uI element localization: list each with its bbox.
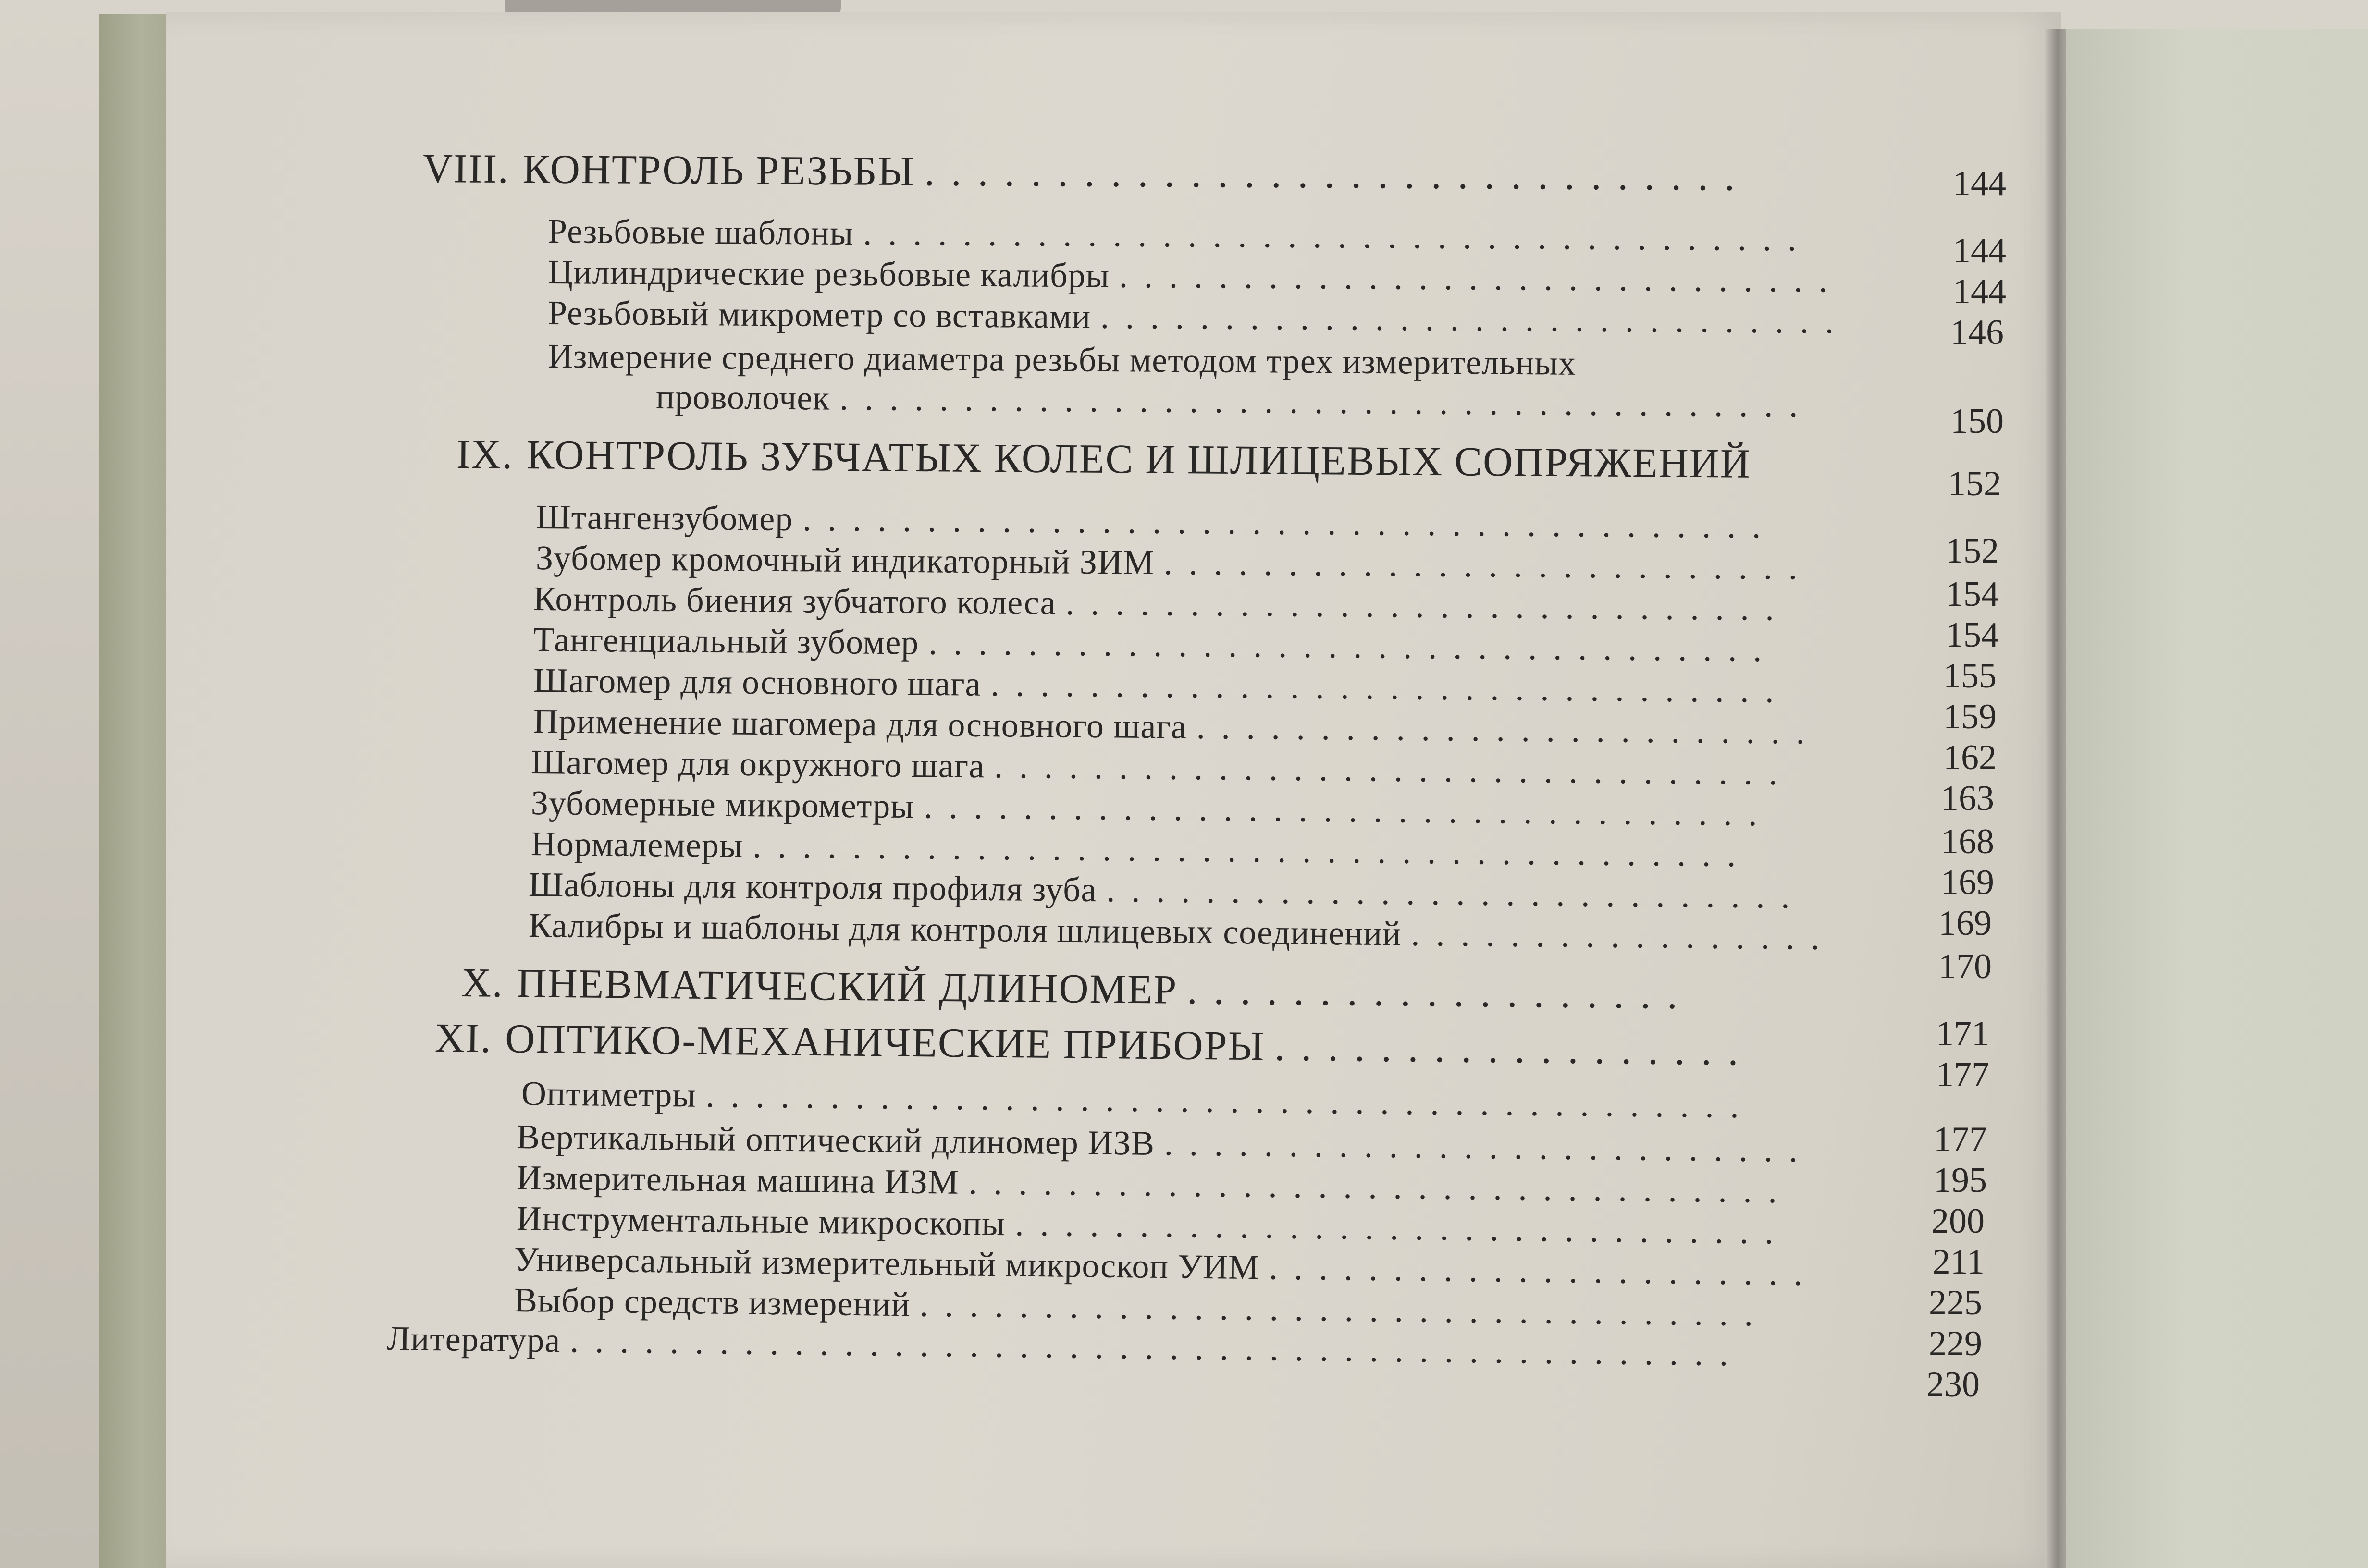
toc-entry-title: Шагомер для основного шага: [533, 661, 981, 703]
leader-dots: .............................: [1065, 583, 1790, 628]
toc-entry-title: Измерительная машина ИЗМ: [516, 1158, 960, 1201]
page-number: 177: [1934, 1120, 1987, 1159]
page-number: 144: [1953, 231, 2006, 270]
toc-entry-title: Универсальный измерительный микроскоп УИМ: [514, 1240, 1260, 1287]
toc-entry-title: Оптиметры: [521, 1074, 697, 1115]
toc-entry: [548, 336, 1577, 383]
leader-dots: ..............................: [1100, 297, 1850, 341]
leader-dots: ................................: [990, 665, 1790, 710]
leader-dots: ......................................: [863, 214, 1813, 258]
page-number: 155: [1943, 656, 1997, 696]
page-number: 152: [1948, 464, 2001, 503]
toc-entry-title: Шагомер для окружного шага: [530, 743, 985, 785]
toc-entry-title: ПНЕВМАТИЧЕСКИЙ ДЛИНОМЕР: [517, 960, 1178, 1013]
chapter-number: X.: [461, 959, 504, 1006]
toc-chapter-heading: [423, 144, 1751, 200]
page-number: 144: [1953, 272, 2006, 311]
chapter-number: IX.: [456, 431, 514, 478]
toc-entry-title: Литература: [386, 1319, 561, 1360]
page-number: 211: [1932, 1242, 1985, 1282]
page-number: 163: [1941, 779, 1994, 818]
leader-dots: ................................: [994, 747, 1794, 793]
toc-entry-title: КОНТРОЛЬ ЗУБЧАТЫХ КОЛЕС И ШЛИЦЕВЫХ СОПРЯЖЕНИЙ: [526, 431, 1751, 487]
page-number: 230: [1926, 1365, 1980, 1404]
toc-entry-title: Зубомерные микрометры: [530, 784, 915, 826]
toc-entry-title: Тангенциальный зубомер: [533, 620, 919, 662]
leader-dots: ...............................: [924, 148, 1751, 199]
chapter-number: VIII.: [422, 145, 509, 192]
toc-entry-title: Резьбовый микрометр со вставками: [547, 294, 1091, 336]
toc-entry-title: Применение шагомера для основного шага: [533, 702, 1187, 746]
toc-entry-title: Калибры и шаблоны для контроля шлицевых соединений: [528, 906, 1402, 953]
page-number: 152: [1946, 531, 1999, 571]
toc-entry: [656, 377, 1814, 425]
leader-dots: .................................: [968, 1163, 1794, 1211]
page-number: 168: [1941, 822, 1994, 861]
leader-dots: ..........................: [1163, 543, 1814, 587]
leader-dots: ........................................: [752, 826, 1752, 874]
toc-entry-title: Вертикальный оптический длиномер ИЗВ: [516, 1117, 1155, 1163]
leader-dots: ..........................................: [705, 1076, 1756, 1126]
toc-entry-title: проволочек: [655, 378, 830, 417]
leader-dots: .................: [1411, 914, 1836, 957]
leader-dots: ...............................: [1015, 1204, 1790, 1251]
toc-entry-title: КОНТРОЛЬ РЕЗЬБЫ: [522, 146, 915, 195]
toc-entry-title: Контроль биения зубчатого колеса: [533, 579, 1057, 622]
page-number: 154: [1946, 615, 1999, 655]
page-number: 225: [1929, 1283, 1982, 1323]
toc-entry: [548, 252, 1844, 301]
page-number: 169: [1938, 904, 1992, 943]
leader-dots: ..................................: [928, 623, 1778, 669]
leader-dots: ..................: [1274, 1023, 1755, 1074]
toc-entry-title: ОПТИКО-МЕХАНИЧЕСКИЕ ПРИБОРЫ: [505, 1015, 1265, 1069]
page-number: 154: [1946, 575, 1999, 614]
leader-dots: .......................................: [802, 500, 1777, 546]
page-number: 159: [1943, 697, 1997, 736]
book-cover-edge: [99, 14, 175, 1568]
leader-dots: ..................................: [924, 787, 1774, 833]
leader-dots: .............................: [1119, 256, 1844, 300]
page-number: 177: [1936, 1055, 1989, 1094]
leader-dots: ...............................................: [569, 1321, 1745, 1373]
leader-dots: .......................................: [839, 379, 1814, 425]
page-number: 146: [1950, 313, 2004, 352]
page-number: 200: [1931, 1201, 1985, 1241]
page-number: 169: [1941, 863, 1994, 902]
page-number: 170: [1938, 947, 1992, 986]
page-number: 171: [1936, 1014, 1989, 1054]
toc-entry: [548, 211, 1813, 259]
toc-chapter-heading: [456, 430, 1751, 488]
leader-dots: ............................: [1106, 870, 1806, 916]
toc-entry-title: Зубомер кромочный индикаторный ЗИМ: [535, 539, 1155, 582]
facing-page: [2066, 29, 2368, 1568]
leader-dots: .........................: [1196, 707, 1822, 752]
leader-dots: ..................................: [919, 1285, 1770, 1334]
toc-entry-title: Измерение среднего диаметра резьбы методом трех измерительных: [547, 337, 1577, 382]
page-number: 150: [1950, 402, 2004, 441]
toc-entry-title: Шаблоны для контроля профиля зуба: [528, 865, 1097, 909]
page-number: 229: [1929, 1324, 1982, 1363]
toc-entry-title: Цилиндрические резьбовые калибры: [547, 253, 1110, 295]
toc-entry-title: Выбор средств измерений: [514, 1281, 911, 1324]
toc-entry-title: Инструментальные микроскопы: [516, 1199, 1006, 1243]
leader-dots: ..........................: [1164, 1124, 1814, 1170]
page-number: 162: [1943, 738, 1997, 777]
page-number: 195: [1934, 1161, 1987, 1200]
toc-entry-title: Нормалемеры: [530, 824, 743, 865]
toc-entry-title: Штангензубомер: [535, 498, 793, 539]
toc-entry-title: Резьбовые шаблоны: [547, 212, 854, 253]
chapter-number: XI.: [434, 1015, 492, 1062]
leader-dots: ...................: [1186, 966, 1694, 1018]
page-number: 144: [1953, 164, 2006, 203]
leader-dots: ......................: [1269, 1248, 1819, 1293]
